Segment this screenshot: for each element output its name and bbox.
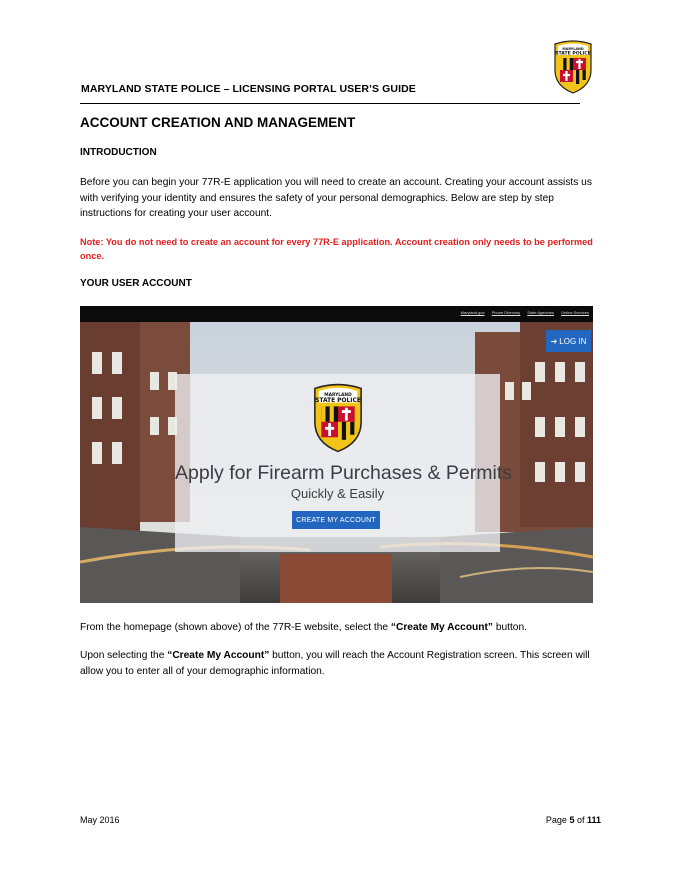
msp-badge-logo bbox=[552, 40, 594, 94]
login-button[interactable] bbox=[546, 330, 591, 352]
user-account-heading: YOUR USER ACCOUNT bbox=[80, 278, 192, 289]
introduction-paragraph: Before you can begin your 77R-E application you will need to create an account. Creating your account assists us with verifying your identity and ensures the safety of your personal demographics. Below are step by step instructions for creating your user account. bbox=[80, 177, 592, 219]
page-current: 5 bbox=[569, 815, 575, 825]
msp-badge-hero-logo bbox=[311, 383, 365, 453]
p2-text-after: button, you will reach the Account Registration screen. This screen will allow you to enter all of your demographic information. bbox=[80, 650, 590, 677]
sign-in-icon: ➜ bbox=[550, 336, 558, 346]
hero-card bbox=[175, 374, 513, 552]
screenshot-top-links bbox=[461, 310, 589, 315]
link-online-services[interactable]: Online Services bbox=[560, 310, 589, 315]
create-my-account-button[interactable]: CREATE MY ACCOUNT bbox=[292, 511, 380, 529]
page-of: of bbox=[574, 815, 587, 825]
footer-page-number bbox=[540, 815, 601, 825]
screenshot-top-bar bbox=[80, 306, 593, 322]
p1-text-after: button. bbox=[492, 622, 527, 633]
svg-text:STATE POLICE: STATE POLICE bbox=[555, 51, 591, 57]
svg-text:STATE POLICE: STATE POLICE bbox=[315, 397, 361, 404]
p1-text-before: From the homepage (shown above) of the 77R-E website, select the bbox=[80, 622, 391, 633]
homepage-screenshot bbox=[80, 306, 593, 603]
link-maryland-gov[interactable]: Maryland.gov bbox=[460, 310, 485, 315]
hero-subheadline: Quickly & Easily bbox=[290, 486, 385, 501]
page-total: 111 bbox=[586, 815, 601, 825]
section-title: ACCOUNT CREATION AND MANAGEMENT bbox=[80, 115, 356, 130]
hero-headline: Apply for Firearm Purchases & Permits bbox=[175, 462, 513, 484]
note-paragraph: Note: You do not need to create an account for every 77R-E application. Account creation only needs to be performed once. bbox=[80, 237, 593, 261]
link-state-agencies[interactable]: State Agencies bbox=[527, 310, 554, 315]
p1-bold-create-account: “Create My Account” bbox=[390, 622, 493, 633]
p2-bold-create-account: “Create My Account” bbox=[167, 650, 270, 661]
svg-text:MARYLAND: MARYLAND bbox=[562, 47, 584, 51]
registration-instruction-paragraph bbox=[80, 648, 596, 679]
footer-date: May 2016 bbox=[80, 815, 120, 825]
homepage-instruction-paragraph bbox=[80, 620, 596, 636]
document-header-title: MARYLAND STATE POLICE – LICENSING PORTAL USER’S GUIDE bbox=[81, 83, 416, 95]
introduction-heading: INTRODUCTION bbox=[80, 147, 157, 158]
page-prefix: Page bbox=[545, 815, 570, 825]
svg-text:MARYLAND: MARYLAND bbox=[324, 393, 352, 399]
p2-text-before: Upon selecting the bbox=[80, 650, 168, 661]
link-phone-directory[interactable]: Phone Directory bbox=[491, 310, 521, 315]
header-divider bbox=[80, 103, 580, 104]
login-button-label: LOG IN bbox=[559, 336, 587, 346]
